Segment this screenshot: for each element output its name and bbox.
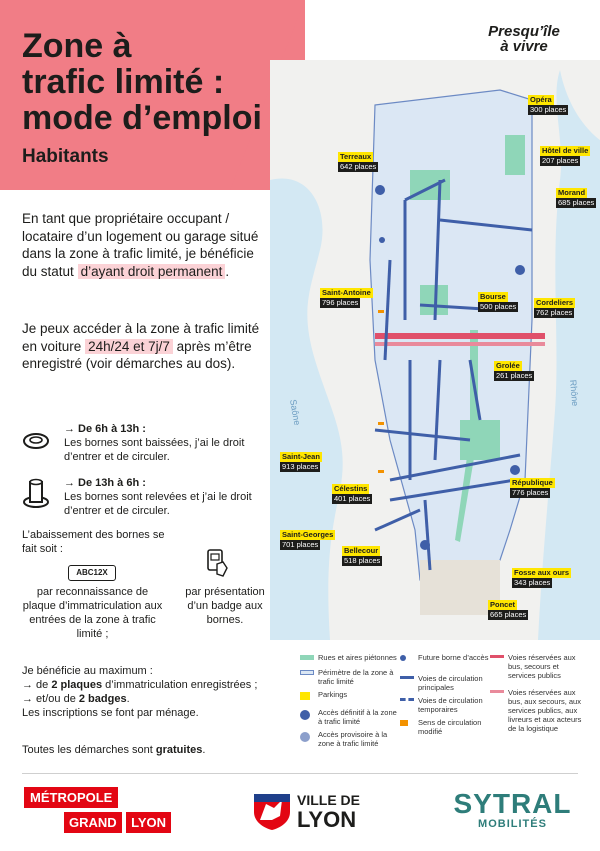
- parking-name: Poncet: [490, 600, 516, 609]
- river-label: Rhône: [568, 379, 581, 407]
- mode-morning: [22, 422, 282, 462]
- parking-name: Célestins: [334, 484, 368, 493]
- title-line: trafic limité :: [22, 63, 225, 101]
- parking-bourse: [478, 292, 518, 312]
- parking-places: 796 places: [322, 298, 359, 307]
- pedestrian-area: [505, 135, 525, 175]
- parking-places: 642 places: [340, 162, 377, 171]
- access-point: [375, 185, 385, 195]
- lowering-intro: L’abaissement des bornes se fait soit :: [22, 529, 165, 555]
- river-label: Saône: [288, 398, 303, 426]
- free-notice: [22, 744, 292, 756]
- parking-saint-georges: [280, 530, 335, 550]
- logo-text: LYON: [297, 807, 357, 832]
- logo-text: SYTRAL: [453, 788, 572, 819]
- parking-celestins: [332, 484, 372, 504]
- badge-text: par présentation d’un badge aux bornes.: [185, 586, 265, 626]
- free-text: Toutes les démarches sont: [22, 744, 156, 756]
- parking-fosse-aux-ours: [512, 568, 571, 588]
- future-access-point: [379, 237, 385, 243]
- footer-divider: [22, 773, 578, 774]
- maximum-bold: 2 plaques: [51, 679, 103, 691]
- parking-name: Saint-Jean: [282, 452, 320, 461]
- intro-paragraph: [22, 210, 272, 280]
- title-line: Zone à: [22, 27, 132, 65]
- parking-name: Saint-Antoine: [322, 288, 371, 297]
- parking-republique: [510, 478, 555, 498]
- restricted-lane: [375, 333, 545, 339]
- parking-places: 500 places: [480, 302, 517, 311]
- status-highlight: d’ayant droit permanent: [78, 264, 226, 279]
- access-point: [510, 465, 520, 475]
- parking-places: 701 places: [282, 540, 319, 549]
- parking-cordeliers: [534, 298, 575, 318]
- metropole-logo: [24, 787, 171, 833]
- logo-text: LYON: [126, 812, 171, 833]
- parking-places: 207 places: [542, 156, 579, 165]
- modified-direction-mark: [378, 470, 384, 473]
- maximum-intro: Je bénéficie au maximum :: [22, 665, 153, 677]
- parking-morand: [556, 188, 596, 208]
- ville-de-lyon-logo: [252, 790, 361, 835]
- restricted-lane: [375, 342, 545, 346]
- parking-grolee: [494, 361, 534, 381]
- intro-text: .: [225, 263, 230, 279]
- parking-name: Cordeliers: [536, 298, 574, 307]
- modified-direction-mark: [378, 422, 384, 425]
- logo-text: à vivre: [500, 38, 548, 55]
- mode-time: → De 6h à 13h :: [64, 423, 146, 435]
- maximum-block: [22, 664, 292, 720]
- access-paragraph: [22, 320, 272, 373]
- mode-afternoon: [22, 476, 282, 520]
- parking-name: Hôtel de ville: [542, 146, 589, 155]
- bollard-up-icon: [22, 478, 50, 508]
- parking-name: Grolée: [496, 361, 520, 370]
- parking-hotel-de-ville: [540, 146, 590, 166]
- mode-time: → De 13h à 6h :: [64, 477, 146, 489]
- logo-text: MOBILITÉS: [478, 818, 547, 830]
- maximum-bold: 2 badges: [78, 693, 127, 705]
- page-subtitle: Habitants: [22, 146, 109, 167]
- parking-places: 300 places: [530, 105, 567, 114]
- parking-saint-antoine: [320, 288, 373, 308]
- parking-name: Opéra: [530, 95, 552, 104]
- parking-name: République: [512, 478, 553, 487]
- parking-places: 776 places: [512, 488, 549, 497]
- maximum-text: → et/ou de: [22, 693, 79, 705]
- access-text: Je peux accéder à la zone à trafic limité en voiture: [22, 321, 260, 354]
- parking-name: Bellecour: [344, 546, 379, 555]
- parking-places: 762 places: [536, 308, 573, 317]
- parking-name: Morand: [558, 188, 586, 197]
- title-line: mode d’emploi: [22, 99, 262, 137]
- parking-terreaux: [338, 152, 378, 172]
- parking-poncet: [488, 600, 528, 620]
- maximum-badges: [22, 692, 292, 706]
- parking-places: 401 places: [334, 494, 371, 503]
- sytral-logo: [445, 790, 580, 830]
- parking-places: 518 places: [344, 556, 381, 565]
- parking-places: 685 places: [558, 198, 595, 207]
- parking-name: Saint-Georges: [282, 530, 334, 539]
- access-point: [515, 265, 525, 275]
- maximum-plates: [22, 678, 292, 692]
- access-point: [420, 540, 430, 550]
- free-text: .: [202, 744, 206, 756]
- logo-text: GRAND: [64, 812, 122, 833]
- mode-text: Les bornes sont baissées, j’ai le droit d’entrer et de circuler.: [64, 437, 245, 463]
- access-text: après m’être enregistré (voir démarches au dos).: [22, 338, 252, 371]
- parking-bellecour: [342, 546, 382, 566]
- parking-places: 261 places: [496, 371, 533, 380]
- license-plate-icon: ABC12X: [68, 565, 116, 581]
- parking-name: Terreaux: [340, 152, 372, 161]
- hours-highlight: 24h/24 et 7j/7: [85, 339, 173, 354]
- parking-saint-jean: [280, 452, 322, 472]
- modified-direction-mark: [378, 310, 384, 313]
- bollard-down-icon: [22, 430, 50, 452]
- maximum-household: Les inscriptions se font par ménage.: [22, 707, 199, 719]
- parking-places: 343 places: [514, 578, 551, 587]
- presquile-logo: [468, 24, 580, 54]
- parking-places: 665 places: [490, 610, 527, 619]
- maximum-text: → de: [22, 679, 52, 691]
- logo-text: Presqu’île: [488, 23, 560, 40]
- parking-name: Fosse aux ours: [514, 568, 570, 577]
- parking-name: Bourse: [480, 292, 506, 301]
- maximum-text: d’immatriculation enregistrées ;: [102, 679, 258, 691]
- maximum-text: .: [126, 693, 130, 705]
- badge-icon: [205, 548, 229, 578]
- parking-places: 913 places: [282, 462, 319, 471]
- logo-text: MÉTROPOLE: [24, 787, 118, 808]
- mode-text: Les bornes sont relevées et j’ai le droit d’entrer et de circuler.: [64, 491, 252, 517]
- lion-shield-icon: [252, 790, 292, 830]
- plate-recognition-text: par reconnaissance de plaque d’immatriculation aux entrées de la zone à trafic limité ;: [22, 586, 163, 640]
- parking-opera: [528, 95, 568, 115]
- intro-text: En tant que propriétaire occupant / locataire d’un logement ou garage situé dans la zone à trafic limité, je bénéficie du statut: [22, 211, 259, 279]
- logo-text: VILLE DE: [297, 792, 361, 808]
- free-bold: gratuites: [155, 744, 203, 756]
